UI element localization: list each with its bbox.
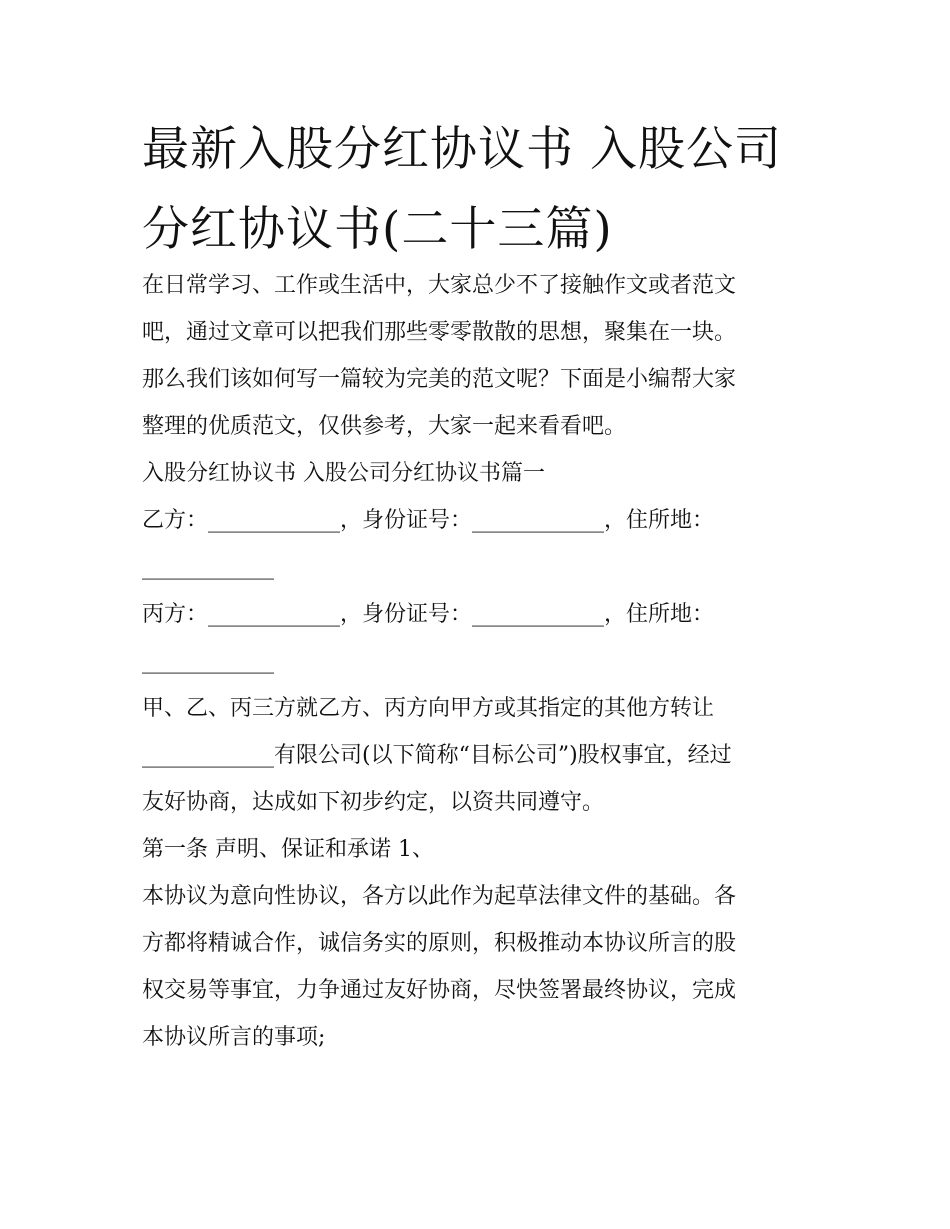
section-heading: 入股分红协议书 入股公司分红协议书篇一 [142,461,545,486]
document-body [142,270,822,1069]
title-line-1: 最新入股分红协议书 入股公司 [142,122,782,177]
article-heading: 第一条 声明、保证和承诺 1、 [142,837,434,862]
title-line-2: 分红协议书(二十三篇) [142,202,613,257]
party-c-line: 丙方：____________，身份证号：____________，住所地： [142,602,715,627]
party-b-address-blank: ____________ [142,555,274,580]
body-line: 本协议为意向性协议，各方以此作为起草法律文件的基础。各 [142,884,737,909]
body-line: 本协议所言的事项; [142,1025,326,1050]
body-line: ____________有限公司(以下简称“目标公司”)股权事宜，经过 [142,743,732,768]
body-line: 权交易等事宜，力争通过友好协商，尽快签署最终协议，完成 [142,978,737,1003]
body-line: 甲、乙、丙三方就乙方、丙方向甲方或其指定的其他方转让 [142,696,715,721]
party-b-line: 乙方：____________，身份证号：____________，住所地： [142,508,715,533]
document-title [142,110,822,270]
party-c-address-blank: ____________ [142,649,274,674]
body-line: 吧，通过文章可以把我们那些零零散散的思想，聚集在一块。 [142,320,737,345]
body-line: 那么我们该如何写一篇较为完美的范文呢？下面是小编帮大家 [142,367,737,392]
body-line: 整理的优质范文，仅供参考，大家一起来看看吧。 [142,414,627,439]
body-line: 友好协商，达成如下初步约定，以资共同遵守。 [142,790,605,815]
body-line: 方都将精诚合作，诚信务实的原则，积极推动本协议所言的股 [142,931,737,956]
body-line: 在日常学习、工作或生活中，大家总少不了接触作文或者范文 [142,273,737,298]
